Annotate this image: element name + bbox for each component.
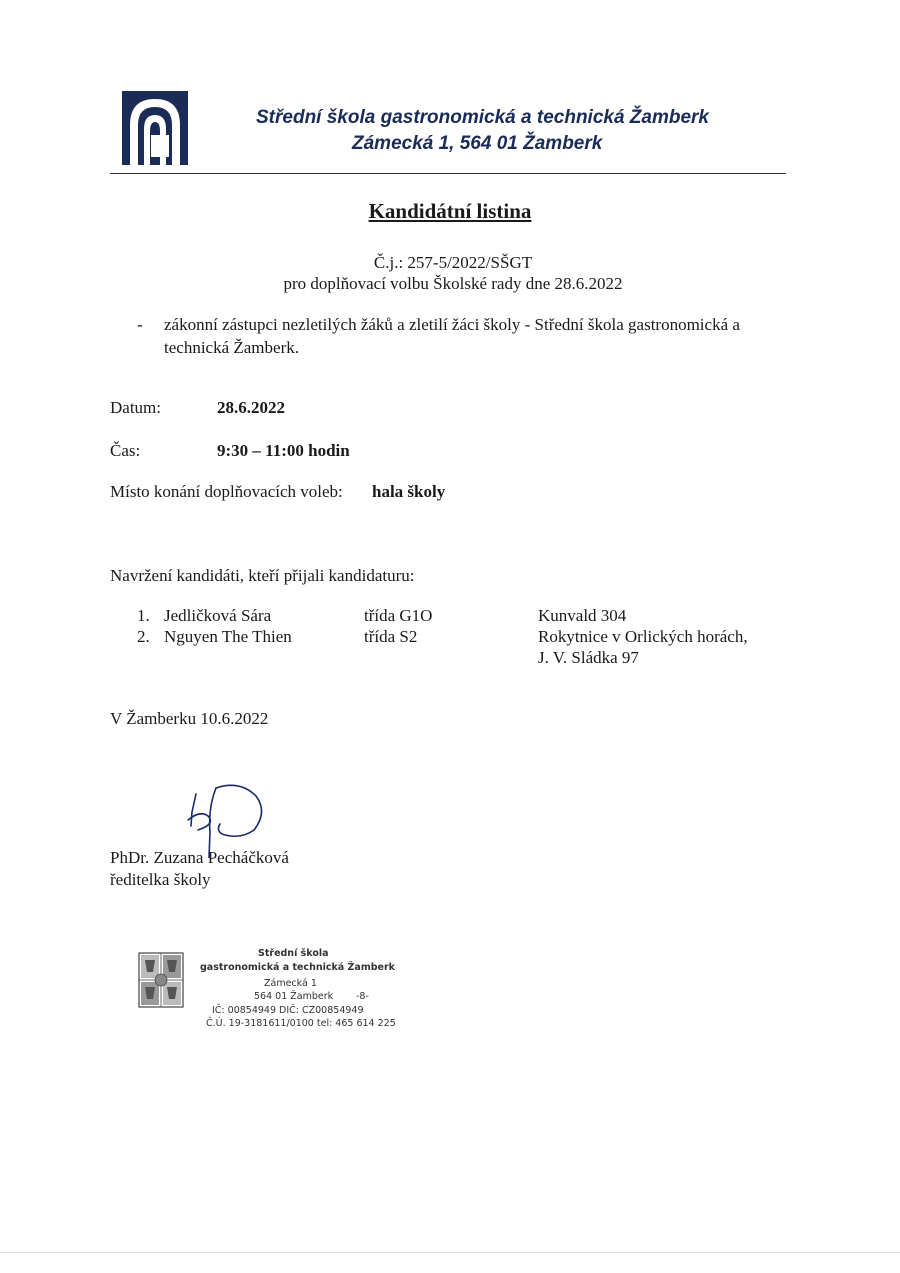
signatory-role: ředitelka školy	[110, 870, 211, 889]
time-value: 9:30 – 11:00 hodin	[217, 441, 350, 460]
school-arch-logo-icon	[122, 91, 188, 165]
stamp-line-3: Zámecká 1	[264, 978, 317, 989]
header-divider	[110, 173, 786, 174]
candidate-address-line2: J. V. Sládka 97	[538, 648, 639, 667]
stamp-line-1: Střední škola	[258, 948, 329, 959]
place-and-date: V Žamberku 10.6.2022	[110, 709, 269, 728]
page-bottom-edge	[0, 1252, 900, 1253]
candidate-number: 2.	[137, 627, 150, 646]
stamp-line-6: Č.Ú. 19-3181611/0100 tel: 465 614 225	[206, 1018, 396, 1029]
stamp-line-2: gastronomická a technická Žamberk	[200, 962, 395, 973]
candidate-name: Jedličková Sára	[164, 606, 272, 625]
candidate-address: Rokytnice v Orlických horách,	[538, 627, 748, 646]
bullet-text-line2: technická Žamberk.	[164, 338, 299, 357]
bullet-text-line1: zákonní zástupci nezletilých žáků a zletilí žáci školy - Střední škola gastronomická a	[164, 315, 740, 334]
time-label: Čas:	[110, 441, 141, 460]
date-value: 28.6.2022	[217, 398, 285, 417]
place-label: Místo konání doplňovacích voleb:	[110, 482, 343, 501]
candidates-heading: Navržení kandidáti, kteří přijali kandidaturu:	[110, 566, 415, 585]
school-name: Střední škola gastronomická a technická Žamberk	[256, 107, 710, 128]
bullet-dash: -	[137, 315, 143, 334]
stamp-line-4b: -8-	[356, 991, 369, 1002]
stamp-line-5: IČ: 00854949 DIČ: CZ00854949	[212, 1005, 364, 1016]
handwritten-signature-icon	[180, 778, 270, 858]
date-label: Datum:	[110, 398, 161, 417]
candidate-number: 1.	[137, 606, 150, 625]
candidate-address: Kunvald 304	[538, 606, 627, 625]
candidate-name: Nguyen The Thien	[164, 627, 292, 646]
candidate-class: třída S2	[364, 627, 418, 646]
reference-number: Č.j.: 257-5/2022/SŠGT	[373, 253, 533, 272]
state-emblem-icon	[138, 952, 184, 1008]
document-title: Kandidátní listina	[368, 199, 532, 223]
stamp-line-4: 564 01 Žamberk	[254, 991, 334, 1002]
document-purpose: pro doplňovací volbu Školské rady dne 28.6.2022	[283, 274, 623, 293]
candidate-class: třída G1O	[364, 606, 433, 625]
school-address: Zámecká 1, 564 01 Žamberk	[352, 133, 603, 154]
signatory-name: PhDr. Zuzana Pecháčková	[110, 848, 289, 867]
place-value: hala školy	[372, 482, 446, 501]
